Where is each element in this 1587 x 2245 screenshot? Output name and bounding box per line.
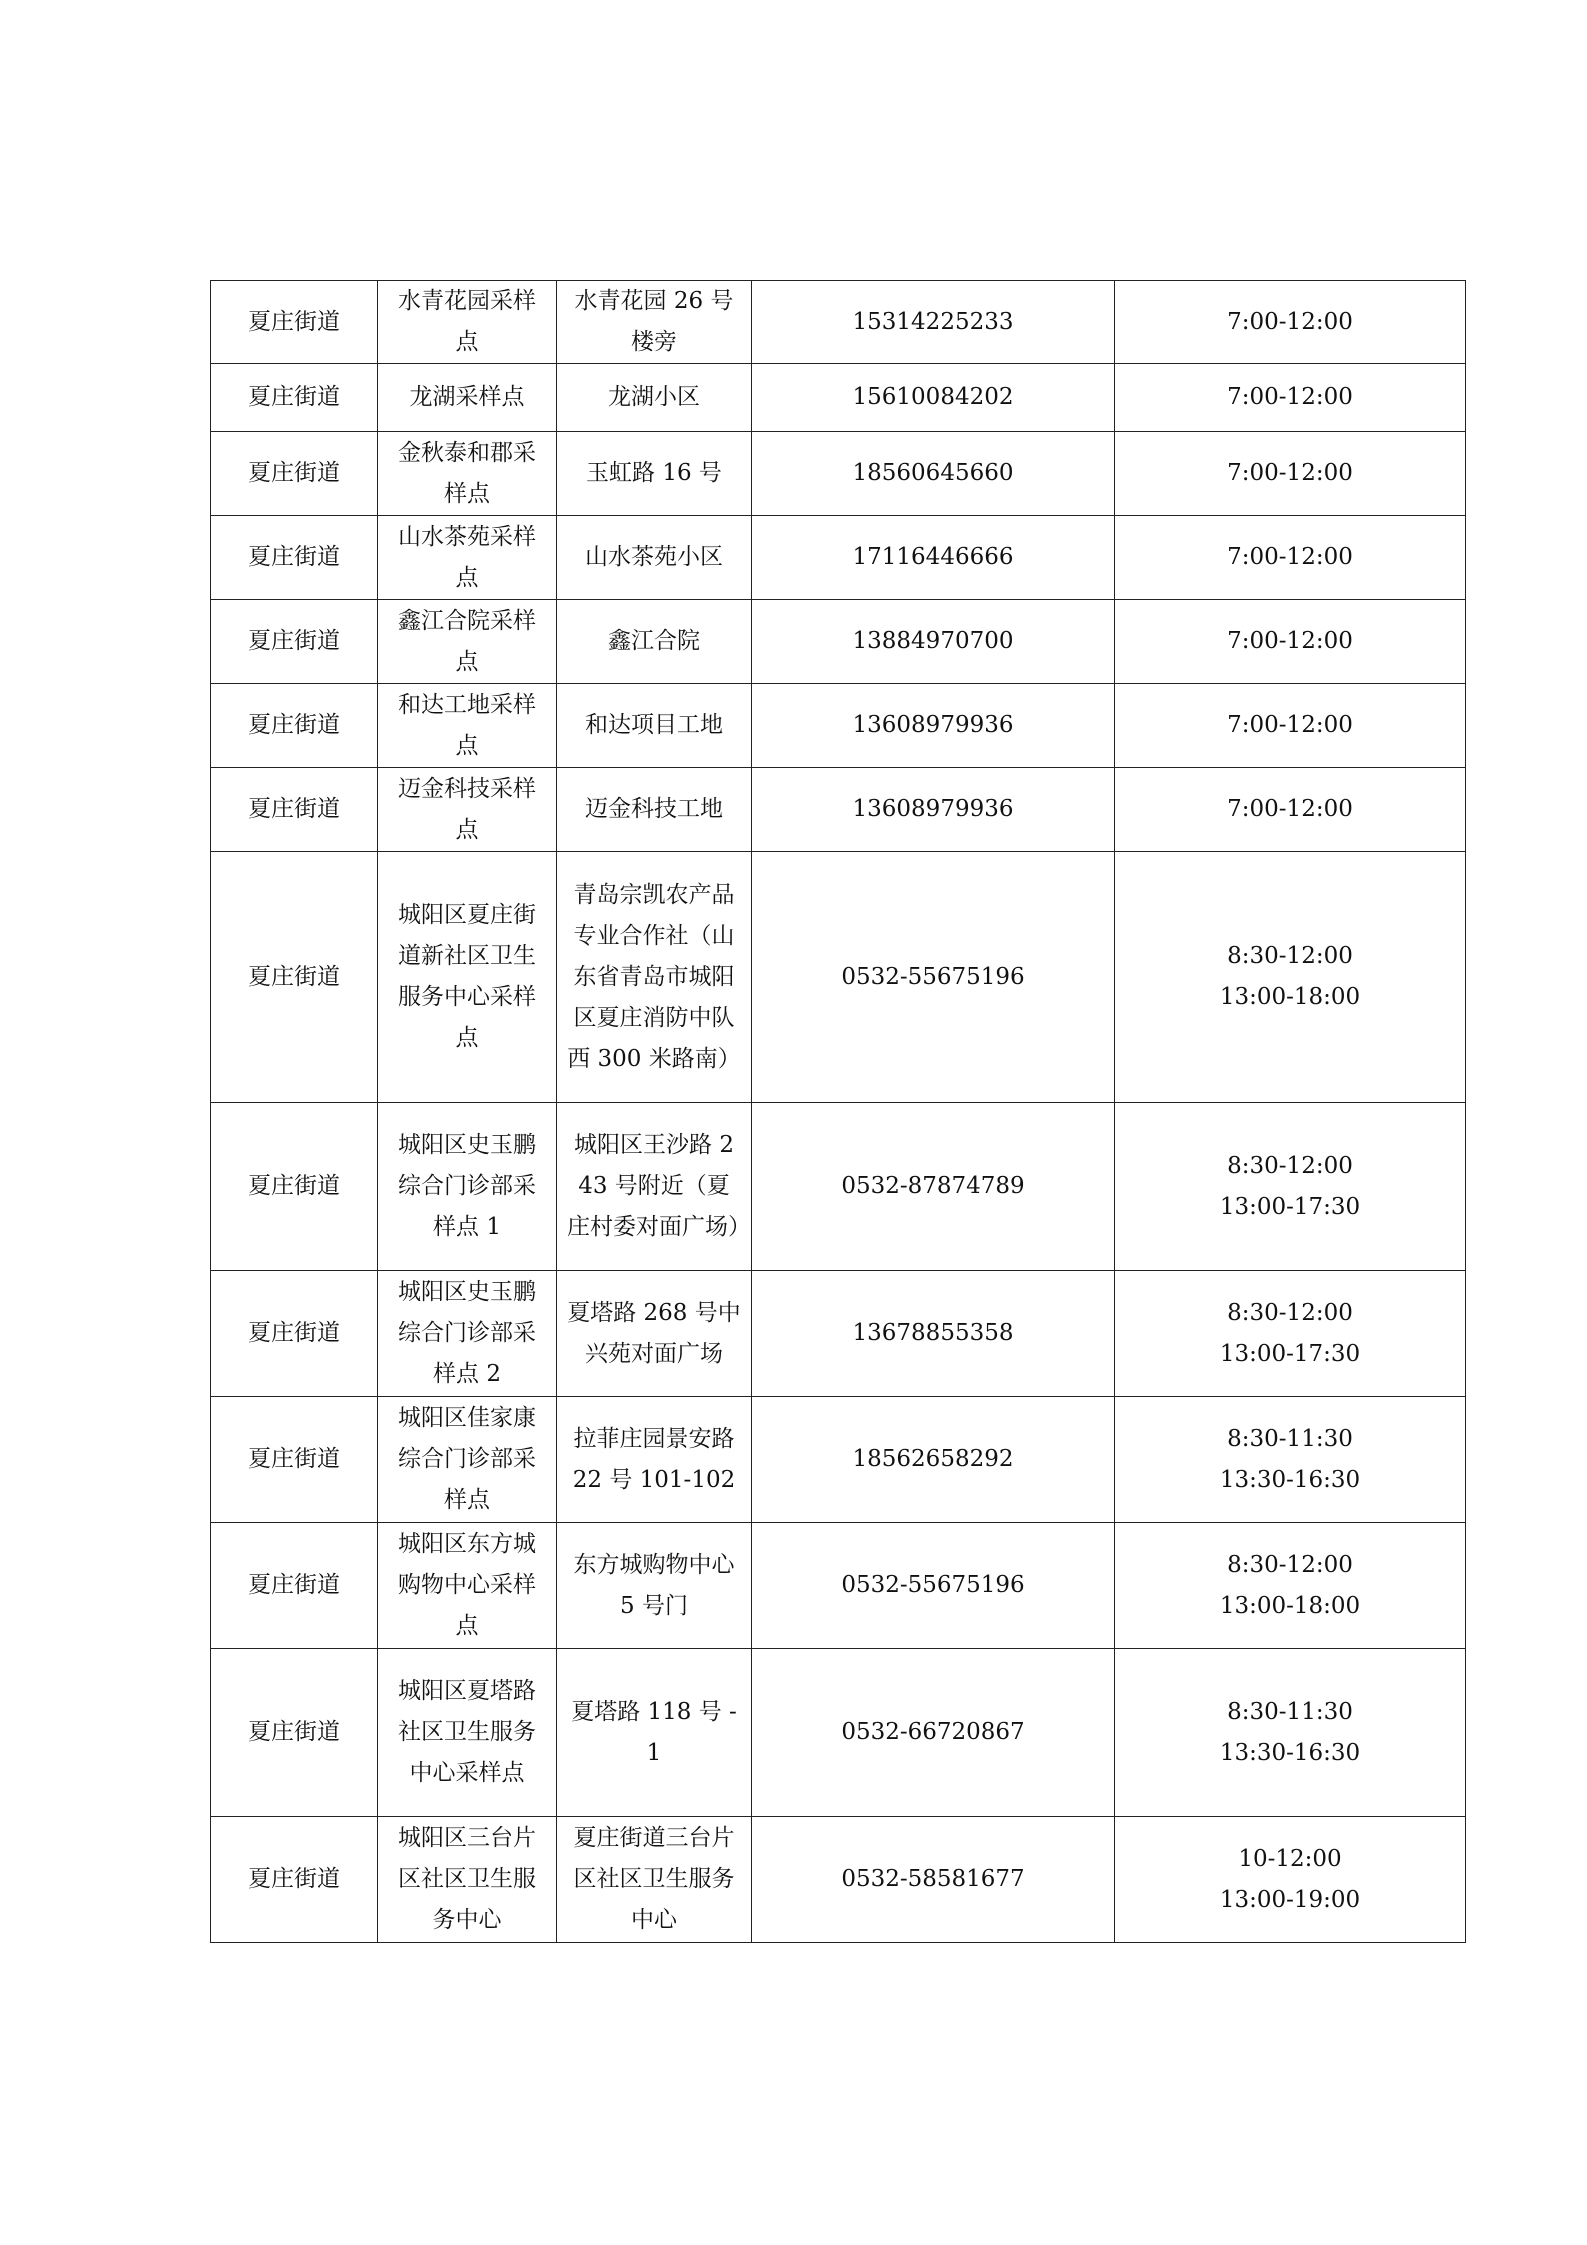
table-row bbox=[211, 516, 1466, 600]
address-cell: 青岛宗凯农产品专业合作社（山东省青岛市城阳区夏庄消防中队西 300 米路南） bbox=[557, 852, 752, 1103]
hours-line: 13:00-19:00 bbox=[1219, 1886, 1361, 1913]
table-row bbox=[211, 364, 1466, 432]
site-name-cell: 城阳区夏庄街道新社区卫生服务中心采样点 bbox=[378, 852, 557, 1103]
address-cell: 鑫江合院 bbox=[557, 600, 752, 684]
site-name-cell: 龙湖采样点 bbox=[378, 364, 557, 432]
address-cell: 夏塔路 118 号 -1 bbox=[557, 1649, 752, 1817]
hours-line: 8:30-11:30 bbox=[1227, 1698, 1353, 1725]
table-row bbox=[211, 1817, 1466, 1943]
hours-line: 13:00-18:00 bbox=[1219, 1592, 1361, 1619]
hours-line: 8:30-12:00 bbox=[1227, 1152, 1353, 1179]
hours-cell bbox=[1115, 1817, 1466, 1943]
hours-line: 13:00-18:00 bbox=[1219, 984, 1361, 1010]
table-row bbox=[211, 852, 1466, 1103]
address-cell: 拉菲庄园景安路 22 号 101-102 bbox=[557, 1397, 752, 1523]
street-cell: 夏庄街道 bbox=[211, 516, 378, 600]
street-cell: 夏庄街道 bbox=[211, 364, 378, 432]
address-cell: 东方城购物中心 5 号门 bbox=[557, 1523, 752, 1649]
phone-cell: 17116446666 bbox=[752, 516, 1115, 600]
table-row bbox=[211, 1397, 1466, 1523]
site-name-cell: 城阳区史玉鹏综合门诊部采样点 2 bbox=[378, 1271, 557, 1397]
address-cell: 城阳区王沙路 243 号附近（夏庄村委对面广场） bbox=[557, 1103, 752, 1271]
phone-cell: 0532-58581677 bbox=[752, 1817, 1115, 1943]
address-cell: 水青花园 26 号楼旁 bbox=[557, 281, 752, 364]
address-cell: 玉虹路 16 号 bbox=[557, 432, 752, 516]
hours-cell bbox=[1115, 1649, 1466, 1817]
site-name-cell: 和达工地采样点 bbox=[378, 684, 557, 768]
phone-cell: 13608979936 bbox=[752, 768, 1115, 852]
site-name-cell: 城阳区佳家康综合门诊部采样点 bbox=[378, 1397, 557, 1523]
site-name-cell: 鑫江合院采样点 bbox=[378, 600, 557, 684]
phone-cell: 18562658292 bbox=[752, 1397, 1115, 1523]
table-row bbox=[211, 600, 1466, 684]
hours-cell bbox=[1115, 600, 1466, 684]
table-row bbox=[211, 1103, 1466, 1271]
hours-cell bbox=[1115, 1397, 1466, 1523]
table-row bbox=[211, 768, 1466, 852]
street-cell: 夏庄街道 bbox=[211, 1649, 378, 1817]
phone-cell: 15610084202 bbox=[752, 364, 1115, 432]
hours-line: 7:00-12:00 bbox=[1227, 544, 1353, 570]
hours-cell bbox=[1115, 684, 1466, 768]
site-name-cell: 城阳区东方城购物中心采样点 bbox=[378, 1523, 557, 1649]
hours-cell bbox=[1115, 1271, 1466, 1397]
phone-cell: 0532-66720867 bbox=[752, 1649, 1115, 1817]
address-cell: 龙湖小区 bbox=[557, 364, 752, 432]
street-cell: 夏庄街道 bbox=[211, 1397, 378, 1523]
hours-line: 7:00-12:00 bbox=[1227, 308, 1353, 335]
hours-cell bbox=[1115, 1103, 1466, 1271]
site-name-cell: 水青花园采样点 bbox=[378, 281, 557, 364]
hours-line: 7:00-12:00 bbox=[1227, 712, 1353, 738]
hours-cell bbox=[1115, 432, 1466, 516]
street-cell: 夏庄街道 bbox=[211, 281, 378, 364]
hours-line: 7:00-12:00 bbox=[1227, 796, 1353, 822]
hours-line: 13:30-16:30 bbox=[1219, 1739, 1361, 1766]
hours-line: 10-12:00 bbox=[1238, 1845, 1342, 1872]
hours-cell bbox=[1115, 364, 1466, 432]
address-cell: 和达项目工地 bbox=[557, 684, 752, 768]
hours-line: 8:30-12:00 bbox=[1227, 943, 1353, 969]
hours-line: 13:00-17:30 bbox=[1219, 1193, 1361, 1220]
hours-line: 13:00-17:30 bbox=[1219, 1340, 1361, 1367]
street-cell: 夏庄街道 bbox=[211, 684, 378, 768]
address-cell: 迈金科技工地 bbox=[557, 768, 752, 852]
sampling-site-table bbox=[210, 280, 1466, 1943]
street-cell: 夏庄街道 bbox=[211, 432, 378, 516]
phone-cell: 18560645660 bbox=[752, 432, 1115, 516]
site-name-cell: 城阳区史玉鹏综合门诊部采样点 1 bbox=[378, 1103, 557, 1271]
hours-cell bbox=[1115, 281, 1466, 364]
table-body bbox=[211, 281, 1466, 1943]
street-cell: 夏庄街道 bbox=[211, 852, 378, 1103]
site-name-cell: 城阳区三台片区社区卫生服务中心 bbox=[378, 1817, 557, 1943]
table-row bbox=[211, 1271, 1466, 1397]
address-cell: 夏塔路 268 号中兴苑对面广场 bbox=[557, 1271, 752, 1397]
hours-cell bbox=[1115, 1523, 1466, 1649]
table-row bbox=[211, 684, 1466, 768]
table-row bbox=[211, 432, 1466, 516]
phone-cell: 13678855358 bbox=[752, 1271, 1115, 1397]
phone-cell: 0532-55675196 bbox=[752, 1523, 1115, 1649]
hours-cell bbox=[1115, 768, 1466, 852]
phone-cell: 13608979936 bbox=[752, 684, 1115, 768]
hours-cell bbox=[1115, 852, 1466, 1103]
table-row bbox=[211, 281, 1466, 364]
hours-line: 7:00-12:00 bbox=[1227, 384, 1353, 410]
site-name-cell: 山水茶苑采样点 bbox=[378, 516, 557, 600]
site-name-cell: 迈金科技采样点 bbox=[378, 768, 557, 852]
hours-line: 8:30-12:00 bbox=[1227, 1299, 1353, 1326]
table-row bbox=[211, 1523, 1466, 1649]
phone-cell: 0532-87874789 bbox=[752, 1103, 1115, 1271]
hours-line: 7:00-12:00 bbox=[1227, 628, 1353, 654]
site-name-cell: 金秋泰和郡采样点 bbox=[378, 432, 557, 516]
street-cell: 夏庄街道 bbox=[211, 1523, 378, 1649]
street-cell: 夏庄街道 bbox=[211, 1103, 378, 1271]
phone-cell: 13884970700 bbox=[752, 600, 1115, 684]
address-cell: 山水茶苑小区 bbox=[557, 516, 752, 600]
site-name-cell: 城阳区夏塔路社区卫生服务中心采样点 bbox=[378, 1649, 557, 1817]
hours-line: 8:30-12:00 bbox=[1227, 1551, 1353, 1578]
street-cell: 夏庄街道 bbox=[211, 600, 378, 684]
address-cell: 夏庄街道三台片区社区卫生服务中心 bbox=[557, 1817, 752, 1943]
street-cell: 夏庄街道 bbox=[211, 768, 378, 852]
hours-line: 8:30-11:30 bbox=[1227, 1425, 1353, 1452]
hours-line: 7:00-12:00 bbox=[1227, 460, 1353, 486]
hours-line: 13:30-16:30 bbox=[1219, 1466, 1361, 1493]
street-cell: 夏庄街道 bbox=[211, 1817, 378, 1943]
phone-cell: 0532-55675196 bbox=[752, 852, 1115, 1103]
table-row bbox=[211, 1649, 1466, 1817]
hours-cell bbox=[1115, 516, 1466, 600]
street-cell: 夏庄街道 bbox=[211, 1271, 378, 1397]
phone-cell: 15314225233 bbox=[752, 281, 1115, 364]
